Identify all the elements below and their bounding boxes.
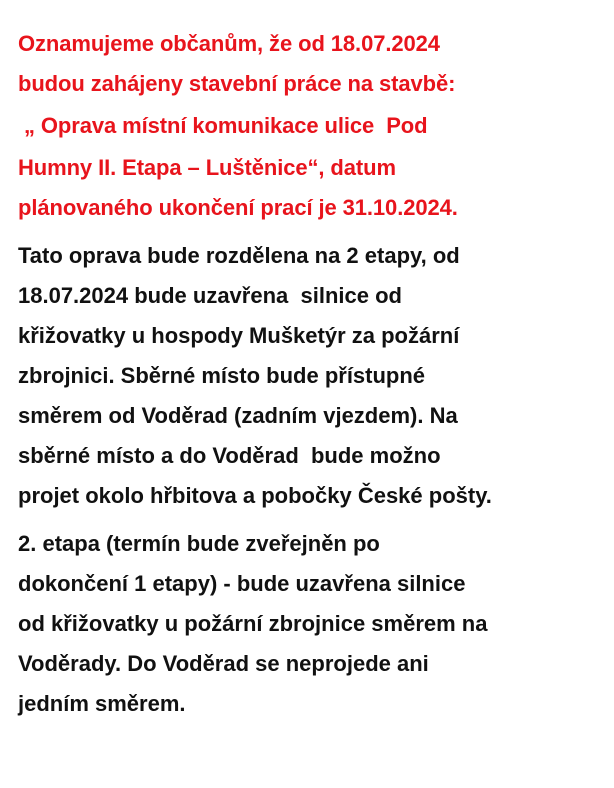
stage1-line: projet okolo hřbitova a pobočky České pošty.: [18, 483, 492, 508]
stage2-line: od křižovatky u požární zbrojnice směrem na: [18, 611, 488, 636]
stage2-paragraph: [18, 524, 604, 724]
stage2-line: dokončení 1 etapy) - bude uzavřena silnice: [18, 571, 466, 596]
announcement-line: plánovaného ukončení prací je 31.10.2024.: [18, 195, 458, 220]
announcement-line: „ Oprava místní komunikace ulice Pod: [18, 113, 428, 138]
stage1-line: zbrojnici. Sběrné místo bude přístupné: [18, 363, 426, 388]
stage2-line: jedním směrem.: [18, 691, 186, 716]
announcement-line: budou zahájeny stavební práce na stavbě:: [18, 71, 456, 96]
announcement-line: Oznamujeme občanům, že od 18.07.2024: [18, 31, 440, 56]
stage1-line: směrem od Voděrad (zadním vjezdem). Na: [18, 403, 458, 428]
stage1-line: křižovatky u hospody Mušketýr za požární: [18, 323, 460, 348]
announcement-paragraph: [18, 24, 604, 228]
stage2-line: 2. etapa (termín bude zveřejněn po: [18, 531, 380, 556]
stage2-line: Voděrady. Do Voděrad se neprojede ani: [18, 651, 429, 676]
stage1-line: Tato oprava bude rozdělena na 2 etapy, od: [18, 243, 460, 268]
announcement-line: Humny II. Etapa – Luštěnice“, datum: [18, 155, 396, 180]
stage1-paragraph: [18, 236, 604, 516]
stage1-line: 18.07.2024 bude uzavřena silnice od: [18, 283, 402, 308]
stage1-line: sběrné místo a do Voděrad bude možno: [18, 443, 441, 468]
